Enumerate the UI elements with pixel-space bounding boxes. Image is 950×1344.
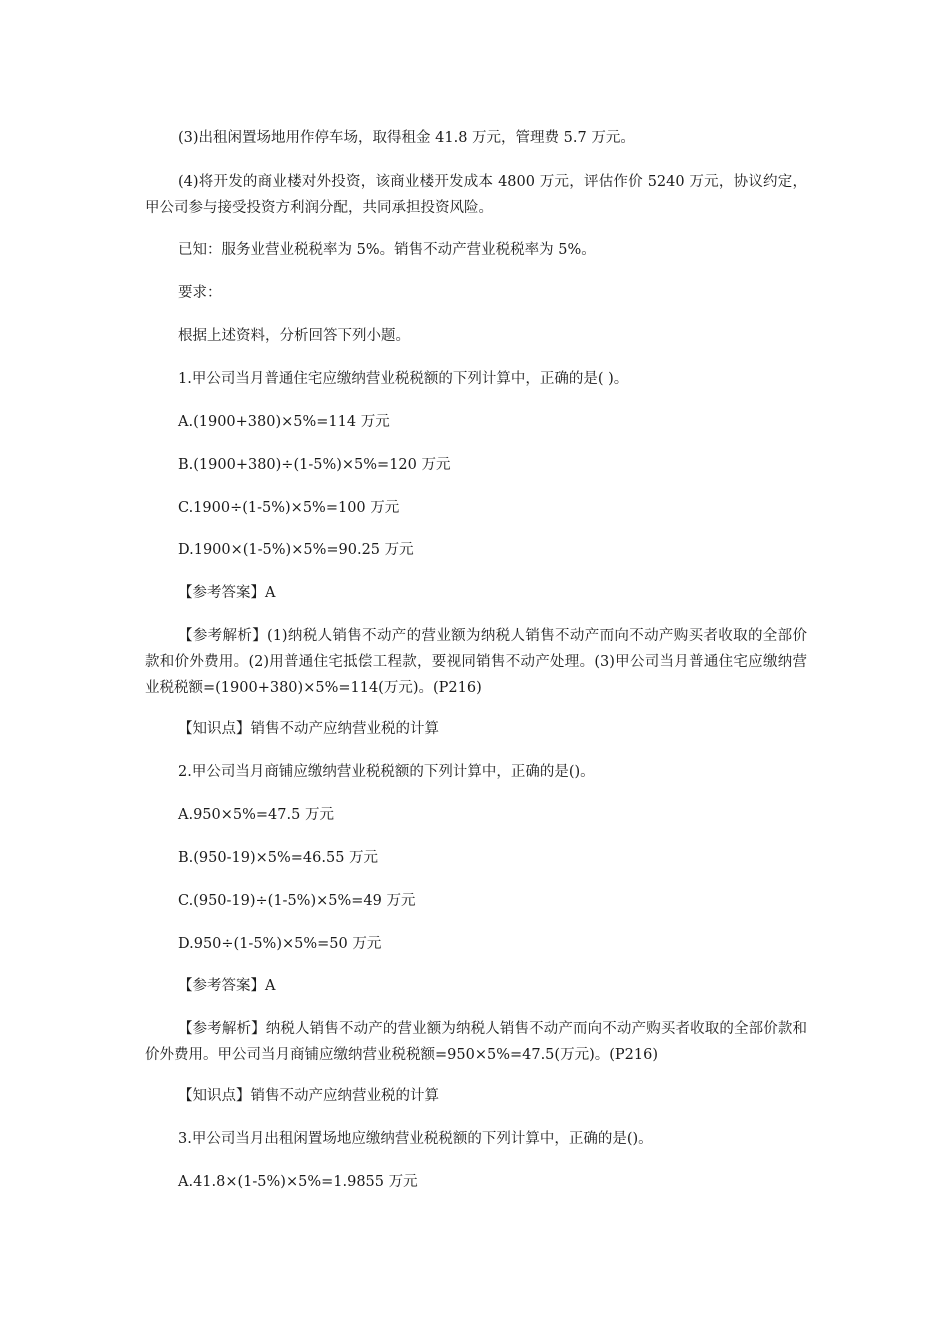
question-1-knowledge-point: 【知识点】销售不动产应纳营业税的计算 bbox=[178, 721, 439, 737]
question-1: 1.甲公司当月普通住宅应缴纳营业税税额的下列计算中，正确的是( )。 bbox=[178, 371, 629, 387]
question-3-option-a: A.41.8×(1-5%)×5%=1.9855 万元 bbox=[178, 1174, 418, 1190]
paragraph-known: 已知：服务业营业税税率为 5%。销售不动产营业税税率为 5%。 bbox=[178, 242, 596, 258]
paragraph-requirement: 要求： bbox=[178, 285, 222, 301]
question-1-option-b: B.(1900+380)÷(1-5%)×5%=120 万元 bbox=[178, 457, 451, 473]
question-1-option-c: C.1900÷(1-5%)×5%=100 万元 bbox=[178, 500, 400, 516]
question-3: 3.甲公司当月出租闲置场地应缴纳营业税税额的下列计算中，正确的是()。 bbox=[178, 1131, 653, 1147]
paragraph-instruction: 根据上述资料，分析回答下列小题。 bbox=[178, 328, 410, 344]
question-1-explanation: 【参考解析】(1)纳税人销售不动产的营业额为纳税人销售不动产而向不动产购买者收取的全部价款和价外费用。(2)用普通住宅抵偿工程款，要视同销售不动产处理。(3)甲公司当月普通住宅应缴纳营业税税额=(1900+380)×5%=114(万元)。(P216) bbox=[145, 628, 807, 696]
question-2: 2.甲公司当月商铺应缴纳营业税税额的下列计算中，正确的是()。 bbox=[178, 764, 595, 780]
paragraph-item-3: (3)出租闲置场地用作停车场，取得租金 41.8 万元，管理费 5.7 万元。 bbox=[178, 130, 635, 146]
paragraph-item-4: (4)将开发的商业楼对外投资，该商业楼开发成本 4800 万元，评估作价 5240 万元，协议约定，甲公司参与接受投资方利润分配，共同承担投资风险。 bbox=[145, 174, 807, 216]
question-2-option-b: B.(950-19)×5%=46.55 万元 bbox=[178, 850, 379, 866]
question-1-answer: 【参考答案】A bbox=[178, 585, 276, 601]
question-2-knowledge-point: 【知识点】销售不动产应纳营业税的计算 bbox=[178, 1088, 439, 1104]
question-1-option-a: A.(1900+380)×5%=114 万元 bbox=[178, 414, 390, 430]
question-2-option-d: D.950÷(1-5%)×5%=50 万元 bbox=[178, 936, 382, 952]
question-2-option-c: C.(950-19)÷(1-5%)×5%=49 万元 bbox=[178, 893, 416, 909]
question-1-option-d: D.1900×(1-5%)×5%=90.25 万元 bbox=[178, 542, 414, 558]
question-2-explanation: 【参考解析】纳税人销售不动产的营业额为纳税人销售不动产而向不动产购买者收取的全部价款和价外费用。甲公司当月商铺应缴纳营业税税额=950×5%=47.5(万元)。(P216) bbox=[145, 1021, 807, 1063]
question-2-option-a: A.950×5%=47.5 万元 bbox=[178, 807, 334, 823]
question-2-answer: 【参考答案】A bbox=[178, 978, 276, 994]
